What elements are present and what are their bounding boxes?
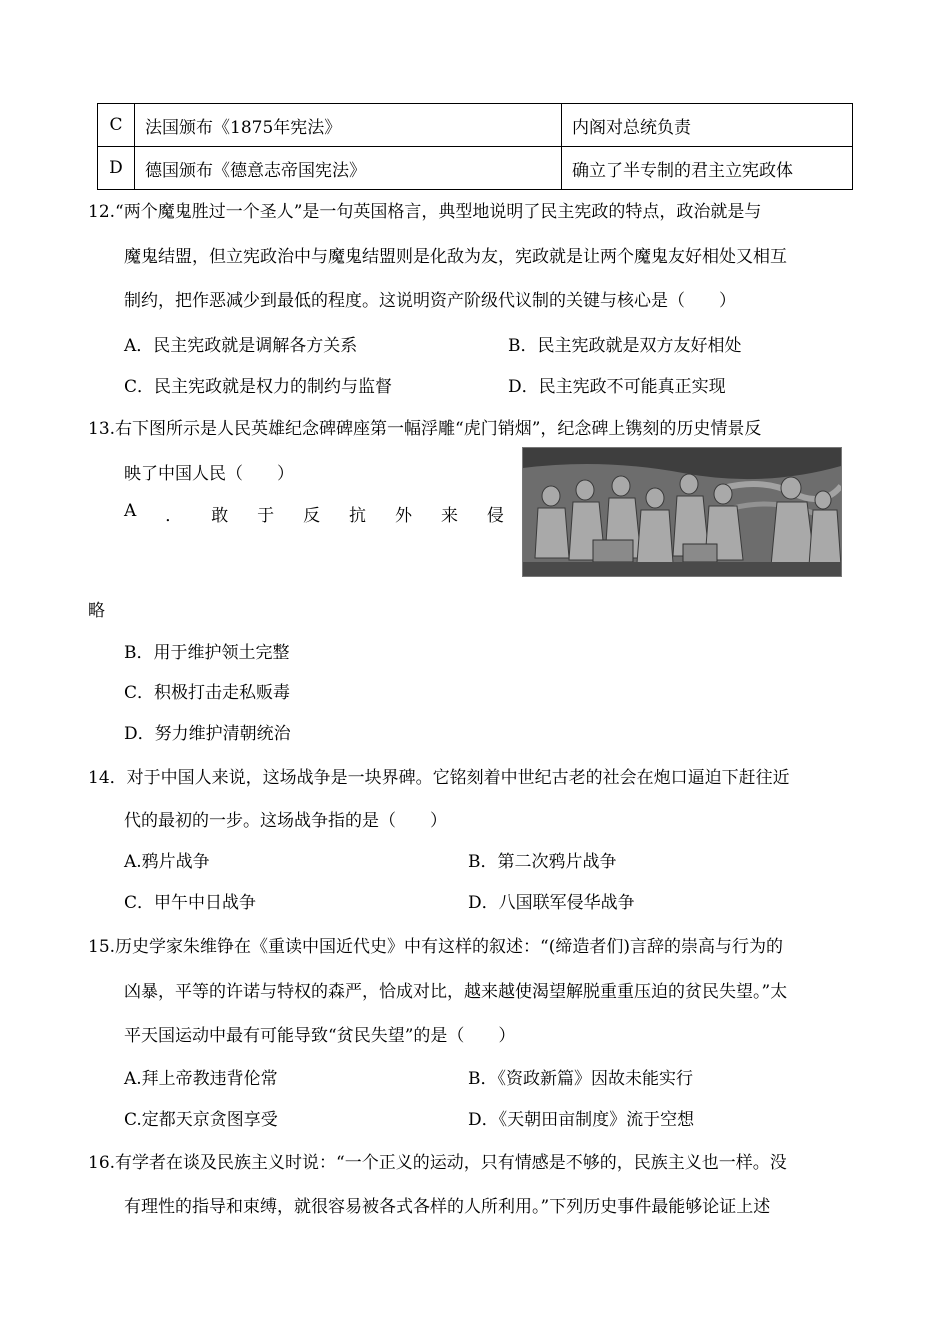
table-row bbox=[98, 147, 853, 190]
row-result: 内阁对总统负责 bbox=[562, 104, 853, 147]
table-row bbox=[98, 104, 853, 147]
q15-stem-line1: 15.历史学家朱维铮在《重读中国近代史》中有这样的叙述：“(缔造者们)言辞的崇高与行为的 bbox=[88, 937, 783, 957]
q15-stem-line2: 凶暴，平等的许诺与特权的森严，恰成对比，越来越使渴望解脱重重压迫的贫民失望。”太 bbox=[124, 982, 788, 1002]
q13-stem-line2: 映了中国人民（ ） bbox=[124, 464, 294, 484]
q16-stem-line1: 16.有学者在谈及民族主义时说：“一个正义的运动，只有情感是不够的，民族主义也一样。没 bbox=[88, 1153, 787, 1173]
q13-option-a-char: 反 bbox=[303, 506, 321, 526]
relief-image bbox=[522, 447, 842, 577]
q13-option-a-char: ． bbox=[165, 506, 183, 526]
q13-option-b: B．用于维护领土完整 bbox=[124, 643, 290, 663]
q12-stem-line2: 魔鬼结盟，但立宪政治中与魔鬼结盟则是化敌为友，宪政就是让两个魔鬼友好相处又相互 bbox=[124, 247, 787, 267]
q13-stem-line1: 13.右下图所示是人民英雄纪念碑碑座第一幅浮雕“虎门销烟”，纪念碑上镌刻的历史情景反 bbox=[88, 419, 762, 439]
row-result: 确立了半专制的君主立宪政体 bbox=[562, 147, 853, 190]
q13-option-a-tail: 略 bbox=[88, 601, 105, 621]
row-event: 法国颁布《1875年宪法》 bbox=[135, 104, 562, 147]
q13-option-a-char: 外 bbox=[395, 506, 412, 526]
q13-option-d: D．努力维护清朝统治 bbox=[124, 724, 291, 744]
q13-option-c: C．积极打击走私贩毒 bbox=[124, 683, 291, 703]
q14-stem-line2: 代的最初的一步。这场战争指的是（ ） bbox=[124, 811, 447, 831]
q13-option-a-char: 侵 bbox=[486, 506, 504, 526]
q15-option-b: B．《资政新篇》因故未能实行 bbox=[468, 1069, 693, 1089]
row-key: D bbox=[98, 147, 135, 190]
q12-option-d: D．民主宪政不可能真正实现 bbox=[508, 377, 726, 397]
q12-stem-line1: 12.“两个魔鬼胜过一个圣人”是一句英国格言，典型地说明了民主宪政的特点，政治就是与 bbox=[88, 202, 762, 222]
q14-option-a: A.鸦片战争 bbox=[124, 852, 210, 872]
q13-option-a-char: 敢 bbox=[211, 506, 229, 526]
q16-stem-line2: 有理性的指导和束缚，就很容易被各式各样的人所利用。”下列历史事件最能够论证上述 bbox=[124, 1197, 771, 1217]
q12-option-b: B．民主宪政就是双方友好相处 bbox=[508, 336, 742, 356]
q12-stem-line3: 制约，把作恶减少到最低的程度。这说明资产阶级代议制的关键与核心是（ ） bbox=[124, 291, 736, 311]
q15-option-a: A.拜上帝教违背伦常 bbox=[124, 1069, 278, 1089]
q14-option-d: D．八国联军侵华战争 bbox=[468, 893, 635, 913]
q14-stem-line1: 14．对于中国人来说，这场战争是一块界碑。它铭刻着中世纪古老的社会在炮口逼迫下赶往近 bbox=[88, 768, 790, 788]
row-key: C bbox=[98, 104, 135, 147]
q15-option-c: C.定都天京贪图享受 bbox=[124, 1110, 278, 1130]
q14-option-c: C．甲午中日战争 bbox=[124, 893, 257, 913]
comparison-table bbox=[97, 103, 853, 190]
q13-option-a-char: 于 bbox=[257, 506, 275, 526]
q13-option-a bbox=[124, 501, 504, 526]
q13-option-a-char: 来 bbox=[440, 506, 458, 526]
q13-option-a-char: A bbox=[124, 501, 137, 521]
q12-option-c: C．民主宪政就是权力的制约与监督 bbox=[124, 377, 393, 397]
q12-option-a: A．民主宪政就是调解各方关系 bbox=[124, 336, 358, 356]
q15-stem-line3: 平天国运动中最有可能导致“贫民失望”的是（ ） bbox=[124, 1026, 516, 1046]
q14-option-b: B．第二次鸦片战争 bbox=[468, 852, 617, 872]
q13-option-a-char: 抗 bbox=[349, 506, 367, 526]
q15-option-d: D．《天朝田亩制度》流于空想 bbox=[468, 1110, 695, 1130]
row-event: 德国颁布《德意志帝国宪法》 bbox=[135, 147, 562, 190]
